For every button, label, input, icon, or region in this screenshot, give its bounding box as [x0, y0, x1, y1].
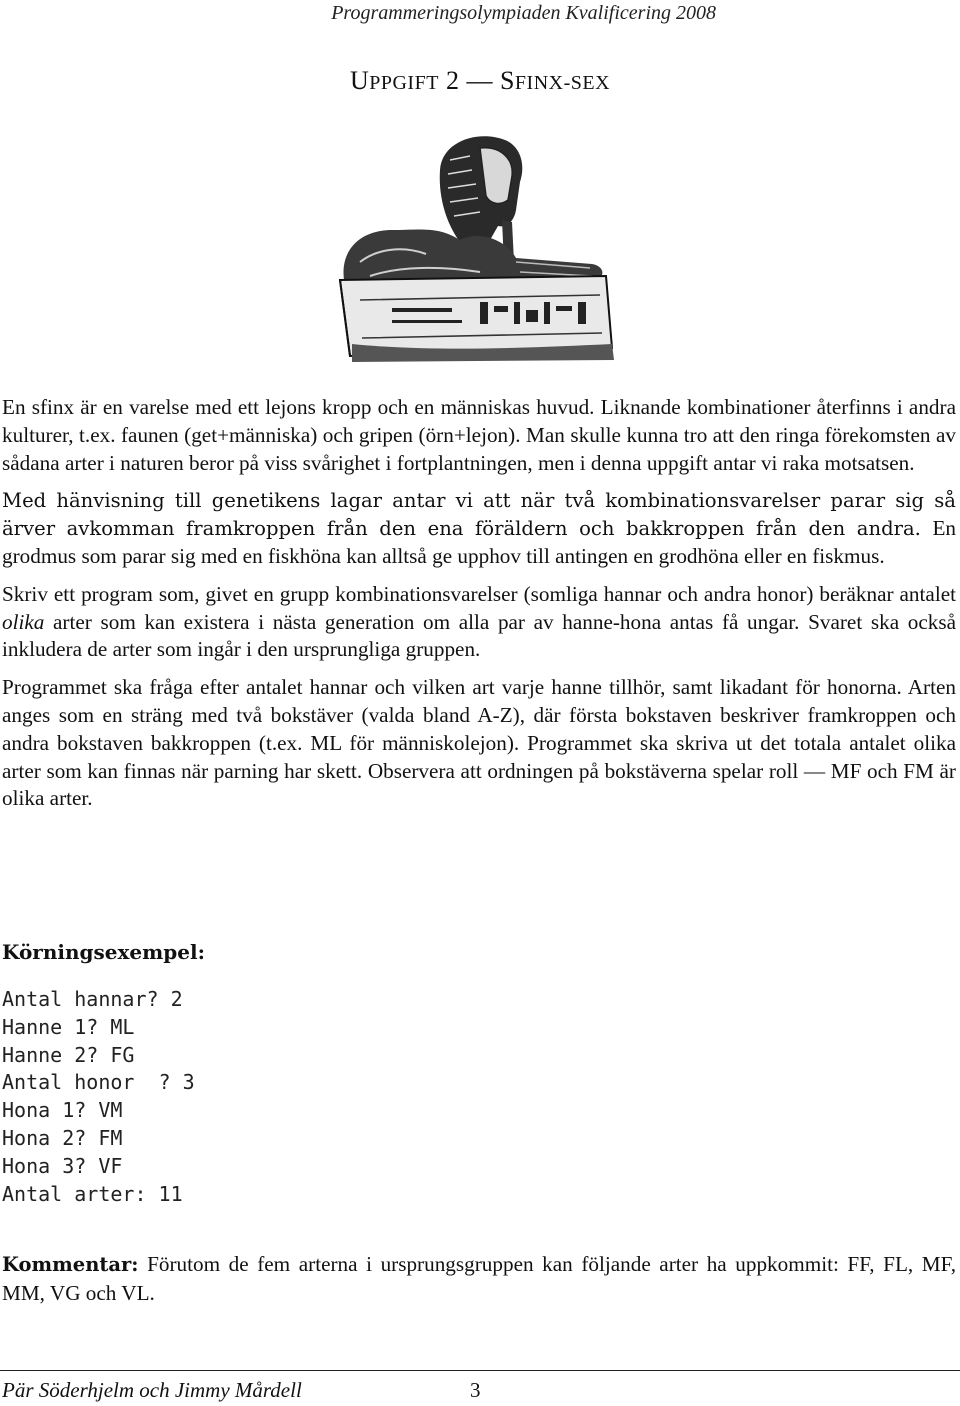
example-line: Hanne 1? ML	[2, 1014, 135, 1039]
task-description	[2, 394, 956, 823]
paragraph-intro-a: En sfinx är en varelse med ett lejons kropp och en människas huvud. Liknande kombinationer återfinns i andra kulturer, t.ex. faunen (get+människa) och gripen (örn+lejon).	[2, 395, 956, 447]
page-number: 3	[470, 1378, 481, 1402]
paragraph-task	[2, 581, 956, 664]
title-small-caps-1: PPGIFT	[369, 72, 439, 94]
paragraph-genetics-a: Med hänvisning till genetikens lagar antar vi att när två kombinationsvarelser parar sig så ärver avkomman framkroppen från den ena föräldern och bakkroppen från den andra.	[2, 489, 956, 541]
example-line: Antal arter: 11	[2, 1181, 183, 1206]
title-number: 2 —	[438, 66, 500, 95]
paragraph-task-b: arter som kan existera i nästa generation om alla par av hanne-hona antas få ungar.	[44, 609, 800, 634]
comment-text: Förutom de fem arterna i ursprungsgruppen kan följande arter ha uppkommit: FF, FL, MF, MM, VG och VL.	[2, 1252, 956, 1305]
footer-authors: Pär Söderhjelm och Jimmy Mårdell	[2, 1378, 302, 1402]
page-title	[0, 66, 960, 96]
paragraph-task-c: Svaret ska också inkludera de arter som ingår i den ursprungliga gruppen.	[2, 609, 956, 662]
paragraph-genetics	[2, 487, 956, 570]
example-run	[2, 986, 195, 1208]
comment-section	[2, 1250, 956, 1307]
paragraph-genetics-b: En grodmus som parar sig med en fiskhöna kan alltså ge upphov till antingen en grodhöna eller en fiskmus.	[2, 516, 956, 568]
example-heading: Körningsexempel:	[2, 940, 205, 964]
paragraph-task-a: Skriv ett program som, givet en grupp kombinationsvarelser (somliga hannar och andra honor) beräknar antalet	[2, 581, 956, 606]
paragraph-intro	[2, 394, 956, 477]
example-line: Hona 2? FM	[2, 1125, 123, 1150]
example-line: Hanne 2? FG	[2, 1042, 135, 1067]
emphasis-olika: olika	[2, 609, 45, 634]
title-small-caps-2: FINX-SEX	[514, 72, 611, 94]
running-head: Programmeringsolympiaden Kvalificering 2008	[331, 2, 716, 24]
example-line: Hona 3? VF	[2, 1153, 123, 1178]
title-cap-u: U	[349, 66, 370, 95]
sphinx-illustration	[330, 130, 630, 362]
paragraph-input-spec: Programmet ska fråga efter antalet hannar och vilken art varje hanne tillhör, samt likadant för honorna. Arten anges som en sträng med två bokstäver (valda bland A-Z), där första bokstaven beskriver framkroppen och andra bokstaven bakkroppen (t.ex. ML för människolejon). Programmet ska skriva ut det totala antalet olika arter som kan finnas när parning har skett. Observera att ordningen på bokstäverna spelar roll — MF och FM är olika arter.	[2, 675, 956, 811]
footer-divider	[0, 1370, 960, 1371]
example-line: Antal honor ? 3	[2, 1070, 195, 1095]
comment-label: Kommentar:	[2, 1253, 139, 1276]
example-line: Hona 1? VM	[2, 1098, 123, 1123]
title-cap-s: S	[499, 66, 515, 95]
paragraph-intro-b: Man skulle kunna tro att den ringa förekomsten av sådana arter i naturen beror på viss svårighet i fortplantningen, men i denna uppgift antar vi raka motsatsen.	[2, 422, 957, 475]
example-line: Antal hannar? 2	[2, 987, 183, 1011]
